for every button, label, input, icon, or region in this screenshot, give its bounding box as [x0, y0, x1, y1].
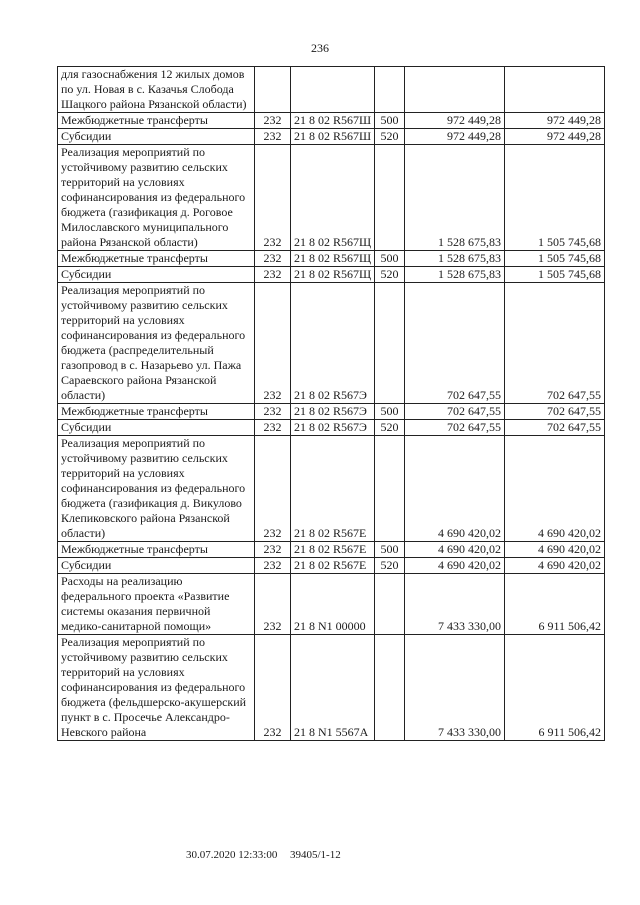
row-sum-plan: 4 690 420,02 [405, 558, 505, 574]
row-sum-plan: 4 690 420,02 [405, 436, 505, 542]
table-row [58, 420, 605, 436]
row-name [58, 558, 255, 574]
row-vr-code: 520 [375, 558, 405, 574]
row-vr-code [375, 436, 405, 542]
row-name-text: Межбюджетные трансферты [61, 251, 208, 265]
row-sum-plan: 702 647,55 [405, 404, 505, 420]
row-name-text: Межбюджетные трансферты [61, 542, 208, 556]
table-row [58, 251, 605, 267]
row-sum-actual: 4 690 420,02 [505, 558, 605, 574]
table-row [58, 113, 605, 129]
row-csr-code: 21 8 02 R567Э [291, 404, 375, 420]
row-vr-code: 520 [375, 420, 405, 436]
row-ved-code [255, 67, 291, 113]
row-sum-actual: 702 647,55 [505, 283, 605, 404]
row-sum-actual: 702 647,55 [505, 404, 605, 420]
row-csr-code: 21 8 02 R567Ш [291, 113, 375, 129]
row-name-text: Субсидии [61, 558, 112, 572]
table-row [58, 145, 605, 251]
row-name-text: Реализация мероприятий по устойчивому развитию сельских территорий на условиях софинансирования из федерального бюджета (фельдшерско-акушерский пункт в с. Просечье Александро-Невского района [61, 635, 247, 739]
footer-date: 30.07.2020 12:33:00 [186, 849, 278, 861]
row-name [58, 267, 255, 283]
row-vr-code: 500 [375, 542, 405, 558]
row-sum-plan: 972 449,28 [405, 129, 505, 145]
row-name [58, 436, 255, 542]
row-sum-actual: 6 911 506,42 [505, 574, 605, 635]
row-vr-code: 500 [375, 404, 405, 420]
table-row [58, 436, 605, 542]
row-vr-code: 500 [375, 251, 405, 267]
row-name [58, 635, 255, 741]
row-csr-code: 21 8 02 R567Щ [291, 251, 375, 267]
row-csr-code: 21 8 02 R567Ш [291, 129, 375, 145]
row-ved-code: 232 [255, 283, 291, 404]
row-csr-code: 21 8 02 R567E [291, 436, 375, 542]
row-sum-plan: 702 647,55 [405, 420, 505, 436]
row-sum-plan: 1 528 675,83 [405, 267, 505, 283]
row-vr-code [375, 574, 405, 635]
row-csr-code: 21 8 02 R567E [291, 558, 375, 574]
row-ved-code: 232 [255, 558, 291, 574]
row-ved-code: 232 [255, 145, 291, 251]
row-name-text: Межбюджетные трансферты [61, 404, 208, 418]
row-ved-code: 232 [255, 635, 291, 741]
row-sum-actual: 972 449,28 [505, 129, 605, 145]
row-ved-code: 232 [255, 574, 291, 635]
table-row [58, 283, 605, 404]
row-sum-actual [505, 67, 605, 113]
row-sum-plan: 7 433 330,00 [405, 574, 505, 635]
row-sum-actual: 4 690 420,02 [505, 436, 605, 542]
row-sum-actual: 972 449,28 [505, 113, 605, 129]
table-row [58, 542, 605, 558]
row-name [58, 404, 255, 420]
row-sum-plan: 4 690 420,02 [405, 542, 505, 558]
row-name [58, 420, 255, 436]
row-sum-actual: 1 505 745,68 [505, 145, 605, 251]
table-row [58, 404, 605, 420]
row-ved-code: 232 [255, 404, 291, 420]
row-sum-actual: 1 505 745,68 [505, 251, 605, 267]
row-csr-code: 21 8 02 R567Щ [291, 145, 375, 251]
row-sum-actual: 702 647,55 [505, 420, 605, 436]
row-name-text: Субсидии [61, 420, 112, 434]
row-vr-code [375, 283, 405, 404]
row-name [58, 113, 255, 129]
row-sum-plan: 702 647,55 [405, 283, 505, 404]
table-row [58, 267, 605, 283]
row-ved-code: 232 [255, 113, 291, 129]
row-sum-actual: 1 505 745,68 [505, 267, 605, 283]
table-row [58, 558, 605, 574]
row-sum-actual: 4 690 420,02 [505, 542, 605, 558]
row-name-text: Межбюджетные трансферты [61, 113, 208, 127]
row-ved-code: 232 [255, 542, 291, 558]
row-sum-plan: 1 528 675,83 [405, 145, 505, 251]
row-sum-plan: 7 433 330,00 [405, 635, 505, 741]
row-name-text: Субсидии [61, 129, 112, 143]
row-sum-actual: 6 911 506,42 [505, 635, 605, 741]
row-csr-code [291, 67, 375, 113]
page-number: 236 [311, 41, 329, 55]
table-row [58, 67, 605, 113]
row-name-text: Расходы на реализацию федерального проекта «Развитие системы оказания первичной медико-санитарной помощи» [61, 574, 230, 633]
row-csr-code: 21 8 02 R567Э [291, 420, 375, 436]
budget-table [57, 66, 605, 741]
row-name [58, 251, 255, 267]
row-ved-code: 232 [255, 251, 291, 267]
row-sum-plan [405, 67, 505, 113]
row-name [58, 574, 255, 635]
row-name-text: Реализация мероприятий по устойчивому развитию сельских территорий на условиях софинансирования из федерального бюджета (газификация д. Роговое Милославского муниципального района Рязанской области) [61, 145, 246, 249]
row-ved-code: 232 [255, 267, 291, 283]
row-csr-code: 21 8 N1 00000 [291, 574, 375, 635]
row-name [58, 283, 255, 404]
row-name-text: Реализация мероприятий по устойчивому развитию сельских территорий на условиях софинансирования из федерального бюджета (газификация д. Викулово Клепиковского района Рязанской области) [61, 436, 246, 540]
row-name-text: Реализация мероприятий по устойчивому развитию сельских территорий на условиях софинансирования из федерального бюджета (распределительный газопровод в с. Назарьево ул. Пажа Сараевского района Рязанской области) [61, 283, 246, 402]
row-name [58, 67, 255, 113]
row-ved-code: 232 [255, 436, 291, 542]
row-sum-plan: 1 528 675,83 [405, 251, 505, 267]
row-vr-code [375, 145, 405, 251]
row-csr-code: 21 8 02 R567Щ [291, 267, 375, 283]
footer-doc-id: 39405/1-12 [290, 849, 341, 861]
row-csr-code: 21 8 02 R567E [291, 542, 375, 558]
row-vr-code [375, 635, 405, 741]
row-csr-code: 21 8 02 R567Э [291, 283, 375, 404]
row-name-text: Субсидии [61, 267, 112, 281]
row-vr-code: 520 [375, 267, 405, 283]
row-name [58, 129, 255, 145]
table-row [58, 129, 605, 145]
row-name-text: для газоснабжения 12 жилых домов по ул. Новая в с. Казачья Слобода Шацкого района Рязанской области) [61, 67, 247, 111]
row-vr-code: 520 [375, 129, 405, 145]
table-row [58, 574, 605, 635]
row-vr-code [375, 67, 405, 113]
table-row [58, 635, 605, 741]
row-ved-code: 232 [255, 420, 291, 436]
row-ved-code: 232 [255, 129, 291, 145]
row-csr-code: 21 8 N1 5567A [291, 635, 375, 741]
row-name [58, 145, 255, 251]
row-name [58, 542, 255, 558]
budget-table-body [58, 67, 605, 741]
row-vr-code: 500 [375, 113, 405, 129]
row-sum-plan: 972 449,28 [405, 113, 505, 129]
